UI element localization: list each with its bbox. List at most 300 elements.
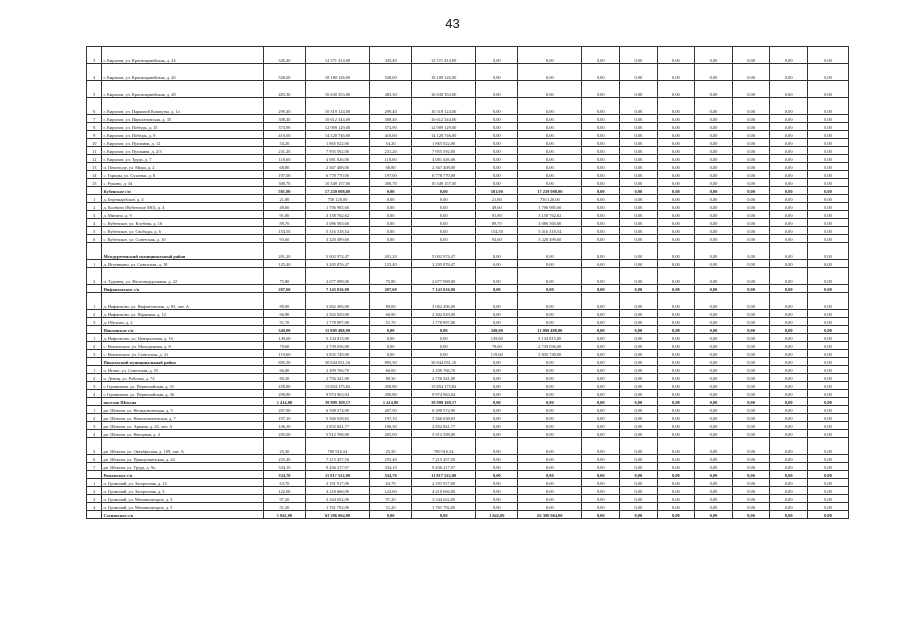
value-cell: 0,00 bbox=[476, 495, 518, 503]
value-cell: 0,00 bbox=[732, 406, 770, 414]
row-number-cell: 6 bbox=[87, 235, 102, 243]
value-cell: 7 955 592,00 bbox=[305, 147, 369, 155]
value-cell: 51,70 bbox=[263, 318, 305, 326]
value-cell: 0,00 bbox=[620, 326, 658, 334]
table-row bbox=[87, 438, 849, 455]
value-cell: 149,60 bbox=[263, 334, 305, 342]
value-cell: 0,00 bbox=[770, 463, 808, 471]
value-cell: 0,00 bbox=[657, 260, 695, 268]
row-number-cell bbox=[87, 398, 102, 406]
address-cell: Никольский муниципальный район bbox=[102, 358, 263, 366]
value-cell: 75,80 bbox=[263, 268, 305, 285]
address-cell: рп. Шексна, ул. Октябрьская, д. 109, лит. А bbox=[102, 438, 263, 455]
value-cell: 16 630 353,00 bbox=[412, 81, 476, 98]
value-cell: 0,00 bbox=[620, 163, 658, 171]
value-cell: 0,00 bbox=[370, 342, 412, 350]
value-cell: 2 299 766,70 bbox=[305, 366, 369, 374]
table-row bbox=[87, 455, 849, 463]
row-number-cell: 4 bbox=[87, 390, 102, 398]
value-cell: 0,00 bbox=[807, 139, 848, 147]
value-cell: 51,70 bbox=[370, 318, 412, 326]
value-cell: 0,00 bbox=[770, 98, 808, 115]
value-cell: 0,00 bbox=[620, 358, 658, 366]
row-number-cell: 3 bbox=[87, 350, 102, 358]
value-cell: 9 974 963,04 bbox=[412, 390, 476, 398]
value-cell: 0,00 bbox=[620, 374, 658, 382]
value-cell: 97,20 bbox=[263, 495, 305, 503]
value-cell: 0,00 bbox=[476, 147, 518, 155]
value-cell: 201,20 bbox=[370, 243, 412, 260]
value-cell: 0,00 bbox=[732, 358, 770, 366]
value-cell: 0,00 bbox=[582, 155, 620, 163]
value-cell: 0,00 bbox=[732, 98, 770, 115]
value-cell: 0,00 bbox=[695, 260, 733, 268]
value-cell: 483,30 bbox=[370, 81, 412, 98]
value-cell: 0,00 bbox=[657, 171, 695, 179]
address-cell: д. Нифонтово, ул. Центральная, д. 16 bbox=[102, 334, 263, 342]
value-cell: 0,00 bbox=[476, 171, 518, 179]
value-cell: 0,00 bbox=[695, 195, 733, 203]
value-cell: 0,00 bbox=[476, 81, 518, 98]
value-cell: 528,60 bbox=[263, 64, 305, 81]
value-cell: 0,00 bbox=[732, 422, 770, 430]
value-cell: 700 916,54 bbox=[305, 438, 369, 455]
value-cell: 0,00 bbox=[620, 235, 658, 243]
value-cell: 0,00 bbox=[807, 81, 848, 98]
value-cell: 0,00 bbox=[770, 310, 808, 318]
address-cell: г. Горинишев, ул. Первомайская, д. 36 bbox=[102, 390, 263, 398]
row-number-cell bbox=[87, 285, 102, 293]
value-cell: 0,00 bbox=[476, 64, 518, 81]
table-row bbox=[87, 350, 849, 358]
value-cell: 3 835 749,00 bbox=[518, 350, 582, 358]
value-cell: 0,00 bbox=[370, 187, 412, 195]
value-cell: 0,00 bbox=[620, 179, 658, 187]
row-number-cell bbox=[87, 471, 102, 479]
value-cell: 0,00 bbox=[770, 422, 808, 430]
value-cell: 0,00 bbox=[695, 326, 733, 334]
value-cell: 0,00 bbox=[582, 495, 620, 503]
address-cell: п. Громочий, ул. Заторелная, д. 14 bbox=[102, 479, 263, 487]
table-row bbox=[87, 268, 849, 285]
row-number-cell: 4 bbox=[87, 64, 102, 81]
value-cell: 0,00 bbox=[695, 487, 733, 495]
value-cell: 308,40 bbox=[263, 115, 305, 123]
value-cell: 0,00 bbox=[732, 390, 770, 398]
value-cell: 0,00 bbox=[657, 511, 695, 519]
value-cell: 0,00 bbox=[620, 382, 658, 390]
value-cell: 0,00 bbox=[476, 398, 518, 406]
value-cell: 54,20 bbox=[263, 139, 305, 147]
value-cell: 0,00 bbox=[807, 47, 848, 64]
row-number-cell bbox=[87, 187, 102, 195]
value-cell: 25,30 bbox=[263, 438, 305, 455]
value-cell: 895,50 bbox=[370, 358, 412, 366]
value-cell: 0,00 bbox=[770, 123, 808, 131]
address-cell: с. Кубенское, ул. Советская, д. 10 bbox=[102, 235, 263, 243]
value-cell: 0,00 bbox=[770, 171, 808, 179]
value-cell: 11 009 498,00 bbox=[305, 326, 369, 334]
value-cell: 0,00 bbox=[518, 131, 582, 139]
value-cell: 18 180 126,00 bbox=[305, 64, 369, 81]
value-cell: 0,00 bbox=[657, 64, 695, 81]
address-cell: с. Кубенское, ул. Свободы, д. 6 bbox=[102, 227, 263, 235]
table-row bbox=[87, 64, 849, 81]
table-row bbox=[87, 430, 849, 438]
value-cell: 0,00 bbox=[732, 293, 770, 310]
value-cell: 0,00 bbox=[657, 390, 695, 398]
value-cell: 0,00 bbox=[807, 342, 848, 350]
value-cell: 0,00 bbox=[476, 98, 518, 115]
value-cell: 0,00 bbox=[518, 171, 582, 179]
table-row bbox=[87, 81, 849, 98]
row-number-cell bbox=[87, 326, 102, 334]
value-cell: 0,00 bbox=[582, 179, 620, 187]
value-cell: 0,00 bbox=[412, 227, 476, 235]
value-cell: 0,00 bbox=[807, 310, 848, 318]
value-cell: 0,00 bbox=[807, 430, 848, 438]
value-cell: 0,00 bbox=[695, 155, 733, 163]
value-cell: 0,00 bbox=[476, 374, 518, 382]
value-cell: 0,00 bbox=[582, 366, 620, 374]
table-row bbox=[87, 195, 849, 203]
value-cell: 0,00 bbox=[695, 350, 733, 358]
table-row bbox=[87, 503, 849, 511]
address-cell: п. Громочий, ул. Механизаторов, д. 5 bbox=[102, 503, 263, 511]
table-row bbox=[87, 293, 849, 310]
value-cell: 21,80 bbox=[476, 195, 518, 203]
value-cell: 0,00 bbox=[657, 334, 695, 342]
value-cell: 0,00 bbox=[657, 318, 695, 326]
value-cell: 0,00 bbox=[370, 334, 412, 342]
value-cell: 0,00 bbox=[770, 219, 808, 227]
value-cell: 0,00 bbox=[732, 334, 770, 342]
table-row bbox=[87, 98, 849, 115]
value-cell: 0,00 bbox=[807, 455, 848, 463]
row-number-cell: 7 bbox=[87, 115, 102, 123]
value-cell: 0,00 bbox=[732, 235, 770, 243]
value-cell: 2 302 029,00 bbox=[412, 310, 476, 318]
value-cell: 0,00 bbox=[582, 374, 620, 382]
value-cell: 0,00 bbox=[695, 211, 733, 219]
value-cell: 2 191 917,00 bbox=[412, 479, 476, 487]
value-cell: 0,00 bbox=[476, 139, 518, 147]
value-cell: 0,00 bbox=[518, 310, 582, 318]
value-cell: 0,00 bbox=[807, 390, 848, 398]
address-cell: г. Кирилов, ул. Красноармейская, д. 24 bbox=[102, 47, 263, 64]
value-cell: 25,30 bbox=[370, 438, 412, 455]
row-number-cell bbox=[87, 511, 102, 519]
value-cell: 410,60 bbox=[263, 131, 305, 139]
table-row bbox=[87, 310, 849, 318]
value-cell: 205,00 bbox=[370, 430, 412, 438]
value-cell: 0,00 bbox=[582, 163, 620, 171]
value-cell: 122,60 bbox=[370, 487, 412, 495]
value-cell: 0,00 bbox=[695, 187, 733, 195]
value-cell: 374,90 bbox=[263, 123, 305, 131]
value-cell: 0,00 bbox=[620, 479, 658, 487]
value-cell: 0,00 bbox=[620, 495, 658, 503]
value-cell: 9 436 217,97 bbox=[412, 463, 476, 471]
value-cell: 10 612 344,00 bbox=[305, 115, 369, 123]
value-cell: 0,00 bbox=[695, 358, 733, 366]
value-cell: 0,00 bbox=[412, 334, 476, 342]
value-cell: 700 916,54 bbox=[412, 438, 476, 455]
value-cell: 345,40 bbox=[370, 47, 412, 64]
value-cell: 0,00 bbox=[695, 455, 733, 463]
value-cell: 0,00 bbox=[518, 147, 582, 155]
value-cell: 49,60 bbox=[476, 203, 518, 211]
value-cell: 0,00 bbox=[807, 438, 848, 455]
value-cell: 2 367 408,00 bbox=[412, 163, 476, 171]
value-cell: 0,00 bbox=[695, 115, 733, 123]
value-cell: 0,00 bbox=[807, 503, 848, 511]
value-cell: 0,00 bbox=[732, 171, 770, 179]
value-cell: 0,00 bbox=[582, 187, 620, 195]
value-cell: 0,00 bbox=[770, 358, 808, 366]
value-cell: 63 386 064,00 bbox=[305, 511, 369, 519]
value-cell: 0,00 bbox=[582, 390, 620, 398]
value-cell: 0,00 bbox=[412, 342, 476, 350]
value-cell: 0,00 bbox=[370, 326, 412, 334]
value-cell: 0,00 bbox=[620, 227, 658, 235]
row-number-cell: 1 bbox=[87, 293, 102, 310]
value-cell: 207,60 bbox=[263, 285, 305, 293]
value-cell: 0,00 bbox=[695, 98, 733, 115]
value-cell: 2 739 036,00 bbox=[518, 342, 582, 350]
value-cell: 0,00 bbox=[620, 350, 658, 358]
value-cell: 0,00 bbox=[695, 414, 733, 422]
value-cell: 0,00 bbox=[807, 366, 848, 374]
value-cell: 334,70 bbox=[370, 471, 412, 479]
value-cell: 0,00 bbox=[732, 326, 770, 334]
value-cell: 205,00 bbox=[263, 430, 305, 438]
address-cell: рп. Шексна, ул. Нелидовсенская, д. 5 bbox=[102, 406, 263, 414]
value-cell: 0,00 bbox=[582, 326, 620, 334]
value-cell: 154,50 bbox=[263, 227, 305, 235]
value-cell: 0,00 bbox=[695, 406, 733, 414]
value-cell: 0,00 bbox=[732, 47, 770, 64]
value-cell: 10 349 157,00 bbox=[305, 179, 369, 187]
value-cell: 0,00 bbox=[770, 179, 808, 187]
address-cell: с. Новленское, ул. Молодежная, д. 8 bbox=[102, 342, 263, 350]
value-cell: 63 386 064,00 bbox=[518, 511, 582, 519]
value-cell: 750 120,00 bbox=[305, 195, 369, 203]
value-cell: 0,00 bbox=[695, 123, 733, 131]
value-cell: 0,00 bbox=[620, 211, 658, 219]
value-cell: 0,00 bbox=[770, 350, 808, 358]
value-cell: 0,00 bbox=[582, 47, 620, 64]
value-cell: 0,00 bbox=[770, 139, 808, 147]
value-cell: 6 398 574,90 bbox=[412, 406, 476, 414]
value-cell: 0,00 bbox=[476, 310, 518, 318]
value-cell: 0,00 bbox=[476, 285, 518, 293]
value-cell: 2 677 098,00 bbox=[305, 268, 369, 285]
value-cell: 2 677 098,00 bbox=[412, 268, 476, 285]
value-cell: 2 852 841,77 bbox=[305, 422, 369, 430]
value-cell: 0,00 bbox=[695, 131, 733, 139]
housing-register-table bbox=[86, 46, 849, 519]
value-cell: 0,00 bbox=[582, 195, 620, 203]
value-cell: 0,00 bbox=[770, 47, 808, 64]
value-cell: 0,00 bbox=[476, 155, 518, 163]
value-cell: 5 002 974,47 bbox=[412, 243, 476, 260]
value-cell: 2 756 341,00 bbox=[412, 374, 476, 382]
table-row bbox=[87, 203, 849, 211]
value-cell: 0,00 bbox=[582, 81, 620, 98]
value-cell: 0,00 bbox=[807, 227, 848, 235]
table-row bbox=[87, 155, 849, 163]
value-cell: 0,00 bbox=[476, 358, 518, 366]
row-number-cell: 2 bbox=[87, 374, 102, 382]
value-cell: 0,00 bbox=[582, 203, 620, 211]
value-cell: 0,00 bbox=[695, 171, 733, 179]
address-cell: Кубенское с/п bbox=[102, 187, 263, 195]
value-cell: 0,00 bbox=[370, 211, 412, 219]
value-cell: 0,00 bbox=[657, 503, 695, 511]
value-cell: 0,00 bbox=[770, 471, 808, 479]
value-cell: 0,00 bbox=[695, 64, 733, 81]
value-cell: 0,00 bbox=[657, 285, 695, 293]
subtotal-row bbox=[87, 471, 849, 479]
value-cell: 0,00 bbox=[770, 342, 808, 350]
value-cell: 0,00 bbox=[582, 406, 620, 414]
value-cell: 0,00 bbox=[732, 318, 770, 326]
value-cell: 0,00 bbox=[582, 171, 620, 179]
value-cell: 3 295 876,47 bbox=[305, 260, 369, 268]
value-cell: 17 239 008,00 bbox=[305, 187, 369, 195]
value-cell: 0,00 bbox=[657, 139, 695, 147]
value-cell: 197,00 bbox=[263, 171, 305, 179]
table-row bbox=[87, 131, 849, 139]
value-cell: 410,60 bbox=[370, 131, 412, 139]
value-cell: 0,00 bbox=[476, 390, 518, 398]
address-cell: д. Мигино, д. 9 bbox=[102, 211, 263, 219]
value-cell: 80,30 bbox=[370, 374, 412, 382]
value-cell: 0,00 bbox=[732, 374, 770, 382]
value-cell: 0,00 bbox=[770, 414, 808, 422]
value-cell: 5 366 638,65 bbox=[305, 414, 369, 422]
value-cell: 0,00 bbox=[770, 430, 808, 438]
value-cell: 334,10 bbox=[370, 463, 412, 471]
value-cell: 0,00 bbox=[620, 438, 658, 455]
value-cell: 0,00 bbox=[732, 463, 770, 471]
value-cell: 0,00 bbox=[657, 326, 695, 334]
value-cell: 3 835 749,00 bbox=[305, 350, 369, 358]
value-cell: 0,00 bbox=[620, 455, 658, 463]
value-cell: 0,00 bbox=[412, 235, 476, 243]
value-cell: 0,00 bbox=[582, 64, 620, 81]
row-number-cell: 9 bbox=[87, 131, 102, 139]
value-cell: 0,00 bbox=[770, 326, 808, 334]
value-cell: 0,00 bbox=[732, 414, 770, 422]
value-cell: 0,00 bbox=[657, 422, 695, 430]
value-cell: 0,00 bbox=[582, 131, 620, 139]
address-cell: п. Дениц, ул. Рабочая, д. 74 bbox=[102, 374, 263, 382]
value-cell: 0,00 bbox=[582, 503, 620, 511]
value-cell: 3 220 499,60 bbox=[518, 235, 582, 243]
value-cell: 0,00 bbox=[732, 187, 770, 195]
value-cell: 0,00 bbox=[518, 495, 582, 503]
value-cell: 0,00 bbox=[807, 293, 848, 310]
table-row bbox=[87, 47, 849, 64]
row-number-cell: 11 bbox=[87, 147, 102, 155]
value-cell: 0,00 bbox=[732, 310, 770, 318]
value-cell: 290,80 bbox=[263, 390, 305, 398]
value-cell: 0,00 bbox=[807, 479, 848, 487]
value-cell: 0,00 bbox=[476, 260, 518, 268]
row-number-cell bbox=[87, 243, 102, 260]
value-cell: 3 295 876,47 bbox=[412, 260, 476, 268]
value-cell: 0,00 bbox=[518, 422, 582, 430]
value-cell: 0,00 bbox=[807, 374, 848, 382]
value-cell: 4 218 666,00 bbox=[305, 487, 369, 495]
value-cell: 0,00 bbox=[518, 463, 582, 471]
value-cell: 0,00 bbox=[732, 211, 770, 219]
value-cell: 0,00 bbox=[370, 350, 412, 358]
value-cell: 4 081 026,00 bbox=[412, 155, 476, 163]
value-cell: 0,00 bbox=[770, 243, 808, 260]
value-cell: 0,00 bbox=[770, 195, 808, 203]
value-cell: 0,00 bbox=[657, 195, 695, 203]
value-cell: 0,00 bbox=[807, 179, 848, 187]
value-cell: 11 009 498,00 bbox=[518, 326, 582, 334]
value-cell: 66,00 bbox=[263, 366, 305, 374]
table-row bbox=[87, 382, 849, 390]
address-cell: г. Кирилов, ул. Пирогановская, д. 35 bbox=[102, 115, 263, 123]
value-cell: 0,00 bbox=[807, 171, 848, 179]
table-row bbox=[87, 406, 849, 414]
value-cell: 0,00 bbox=[807, 398, 848, 406]
value-cell: 0,00 bbox=[695, 179, 733, 187]
value-cell: 0,00 bbox=[770, 495, 808, 503]
value-cell: 0,00 bbox=[770, 390, 808, 398]
value-cell: 9 974 963,04 bbox=[305, 390, 369, 398]
value-cell: 0,00 bbox=[518, 318, 582, 326]
value-cell: 0,00 bbox=[770, 81, 808, 98]
table-row bbox=[87, 342, 849, 350]
value-cell: 66,00 bbox=[370, 366, 412, 374]
value-cell: 0,00 bbox=[695, 203, 733, 211]
value-cell: 0,00 bbox=[518, 179, 582, 187]
value-cell: 0,00 bbox=[476, 179, 518, 187]
address-cell: рп. Шексна, ул. Нагорная, д. 4 bbox=[102, 430, 263, 438]
value-cell: 0,00 bbox=[807, 260, 848, 268]
value-cell: 0,00 bbox=[732, 366, 770, 374]
value-cell: 0,00 bbox=[732, 430, 770, 438]
address-cell: г. Кирилов, ул. Труда, д. 7 bbox=[102, 155, 263, 163]
value-cell: 125,40 bbox=[263, 260, 305, 268]
value-cell: 0,00 bbox=[620, 310, 658, 318]
value-cell: 0,00 bbox=[582, 422, 620, 430]
value-cell: 0,00 bbox=[695, 366, 733, 374]
row-number-cell: 10 bbox=[87, 139, 102, 147]
value-cell: 5 134 815,00 bbox=[518, 334, 582, 342]
value-cell: 0,00 bbox=[518, 358, 582, 366]
table-row bbox=[87, 318, 849, 326]
value-cell: 0,00 bbox=[620, 260, 658, 268]
value-cell: 0,00 bbox=[370, 203, 412, 211]
value-cell: 4 081 026,00 bbox=[305, 155, 369, 163]
row-number-cell: 6 bbox=[87, 98, 102, 115]
value-cell: 0,00 bbox=[732, 64, 770, 81]
value-cell: 10 612 344,00 bbox=[412, 115, 476, 123]
value-cell: 0,00 bbox=[518, 414, 582, 422]
address-cell: Сосновское с/п bbox=[102, 511, 263, 519]
table-row bbox=[87, 115, 849, 123]
value-cell: 0,00 bbox=[518, 479, 582, 487]
value-cell: 0,00 bbox=[770, 438, 808, 455]
